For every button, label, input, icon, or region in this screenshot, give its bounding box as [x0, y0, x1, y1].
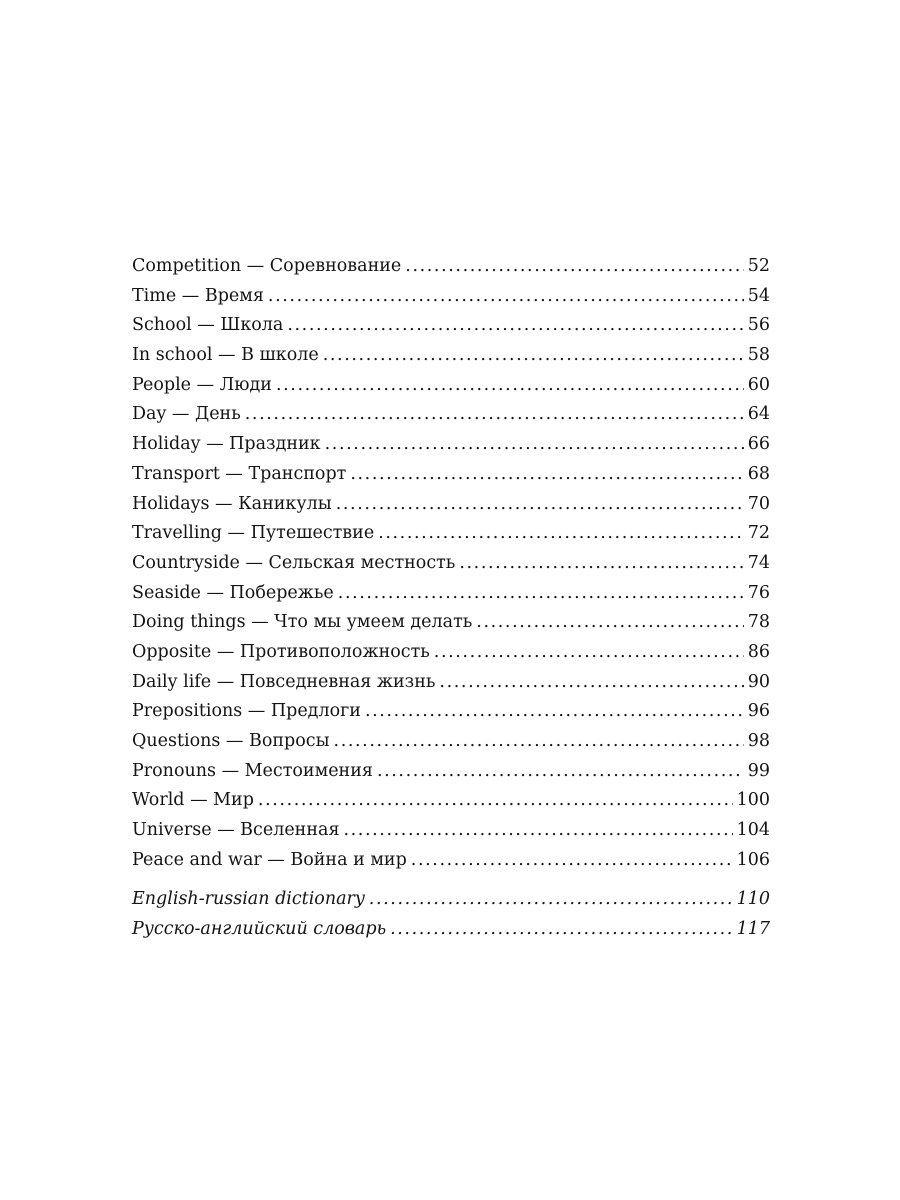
dot-leader [334, 727, 744, 757]
toc-entry-holiday [132, 430, 770, 460]
toc-entry-page: 76 [747, 582, 770, 603]
toc-entry-page: 74 [747, 552, 770, 573]
dot-leader [476, 608, 743, 638]
toc-entry-prepositions [132, 697, 770, 727]
toc-entry-competition [132, 252, 770, 282]
dot-leader [411, 846, 733, 876]
dot-leader [434, 638, 744, 668]
toc-entry-countryside [132, 549, 770, 579]
toc-entry-page: 104 [736, 820, 770, 841]
toc-entry-title: In school — В школе [132, 345, 319, 366]
dot-leader [287, 311, 743, 341]
toc-entry-title: Transport — Транспорт [132, 463, 347, 484]
dot-leader [459, 549, 743, 579]
toc-entry-title: Prepositions — Предлоги [132, 701, 361, 722]
toc-entry-page: 70 [747, 493, 770, 514]
toc-entry-title: Peace and war — Война и мир [132, 849, 407, 870]
toc-entry-world [132, 786, 770, 816]
toc-entry-title: Countryside — Сельская местность [132, 552, 456, 573]
toc-entry-pronouns [132, 757, 770, 787]
section-gap [132, 875, 770, 885]
toc-entry-travelling [132, 519, 770, 549]
dot-leader [336, 490, 744, 520]
toc-entry-title: Competition — Соревнование [132, 256, 402, 276]
toc-entry-title: Doing things — Что мы умеем делать [132, 612, 473, 633]
dot-leader [369, 885, 733, 915]
toc-entry-english-russian-dictionary [132, 885, 770, 915]
toc-entry-time [132, 282, 770, 312]
dot-leader [439, 668, 743, 698]
toc-entry-page: 58 [747, 345, 770, 366]
toc-entry-title: Questions — Вопросы [132, 731, 330, 751]
dot-leader [378, 519, 744, 549]
dot-leader [377, 757, 744, 787]
dot-leader [405, 252, 743, 282]
toc-entry-doing-things [132, 608, 770, 638]
toc-entry-page: 56 [747, 315, 770, 336]
toc-entry-page: 60 [747, 374, 770, 395]
toc-entry-peace-and-war [132, 846, 770, 876]
toc-entry-title: Travelling — Путешествие [132, 523, 375, 544]
toc-entry-page: 52 [747, 256, 770, 276]
dot-leader [390, 915, 732, 945]
toc-entry-page: 66 [747, 434, 770, 455]
toc-entry-page: 78 [747, 612, 770, 633]
toc-entry-title: School — Школа [132, 315, 284, 336]
toc-entry-seaside [132, 579, 770, 609]
toc-entry-title: Pronouns — Местоимения [132, 760, 373, 781]
toc-entry-title: People — Люди [132, 374, 272, 395]
toc-entry-transport [132, 460, 770, 490]
dot-leader [276, 371, 744, 401]
toc-entry-russian-english-dictionary [132, 915, 770, 945]
toc-entry-page: 117 [736, 918, 770, 939]
toc-entry-page: 64 [747, 404, 770, 425]
dot-leader [325, 430, 744, 460]
toc-entry-title: Daily life — Повседневная жизнь [132, 671, 436, 692]
dot-leader [258, 786, 733, 816]
toc-entry-page: 100 [736, 790, 770, 811]
toc-entry-page: 90 [747, 671, 770, 692]
toc-entry-title: Day — День [132, 404, 241, 425]
toc-entry-title: Русско-английский словарь [132, 918, 387, 939]
toc-entry-page: 99 [747, 760, 770, 781]
dot-leader [350, 460, 743, 490]
toc-entry-holidays [132, 490, 770, 520]
toc-entry-page: 96 [747, 701, 770, 722]
dot-leader [323, 341, 744, 371]
toc-entry-title: World — Мир [132, 790, 254, 811]
toc-entry-school [132, 311, 770, 341]
dot-leader [268, 282, 744, 312]
toc-entry-page: 72 [747, 523, 770, 544]
toc-entry-title: Time — Время [132, 285, 264, 306]
toc-entry-page: 106 [736, 849, 770, 870]
toc-entry-in-school [132, 341, 770, 371]
dot-leader [245, 400, 744, 430]
toc-entry-people [132, 371, 770, 401]
toc-entry-title: Holiday — Праздник [132, 434, 321, 455]
toc-entry-day [132, 400, 770, 430]
toc-entry-questions [132, 727, 770, 757]
toc-entry-page: 54 [747, 285, 770, 306]
toc-entry-title: Seaside — Побережье [132, 582, 334, 603]
toc-entry-title: Opposite — Противоположность [132, 641, 430, 662]
toc-entry-opposite [132, 638, 770, 668]
table-of-contents [132, 252, 770, 944]
toc-entry-page: 86 [747, 641, 770, 662]
toc-entry-daily-life [132, 668, 770, 698]
dot-leader [365, 697, 744, 727]
toc-entry-title: Holidays — Каникулы [132, 493, 332, 514]
toc-entry-universe [132, 816, 770, 846]
toc-entry-title: English-russian dictionary [132, 889, 365, 910]
toc-entry-page: 68 [747, 463, 770, 484]
toc-entry-title: Universe — Вселенная [132, 820, 340, 841]
dot-leader [338, 579, 744, 609]
toc-entry-page: 110 [736, 889, 770, 910]
toc-entry-page: 98 [747, 731, 770, 751]
dot-leader [343, 816, 732, 846]
